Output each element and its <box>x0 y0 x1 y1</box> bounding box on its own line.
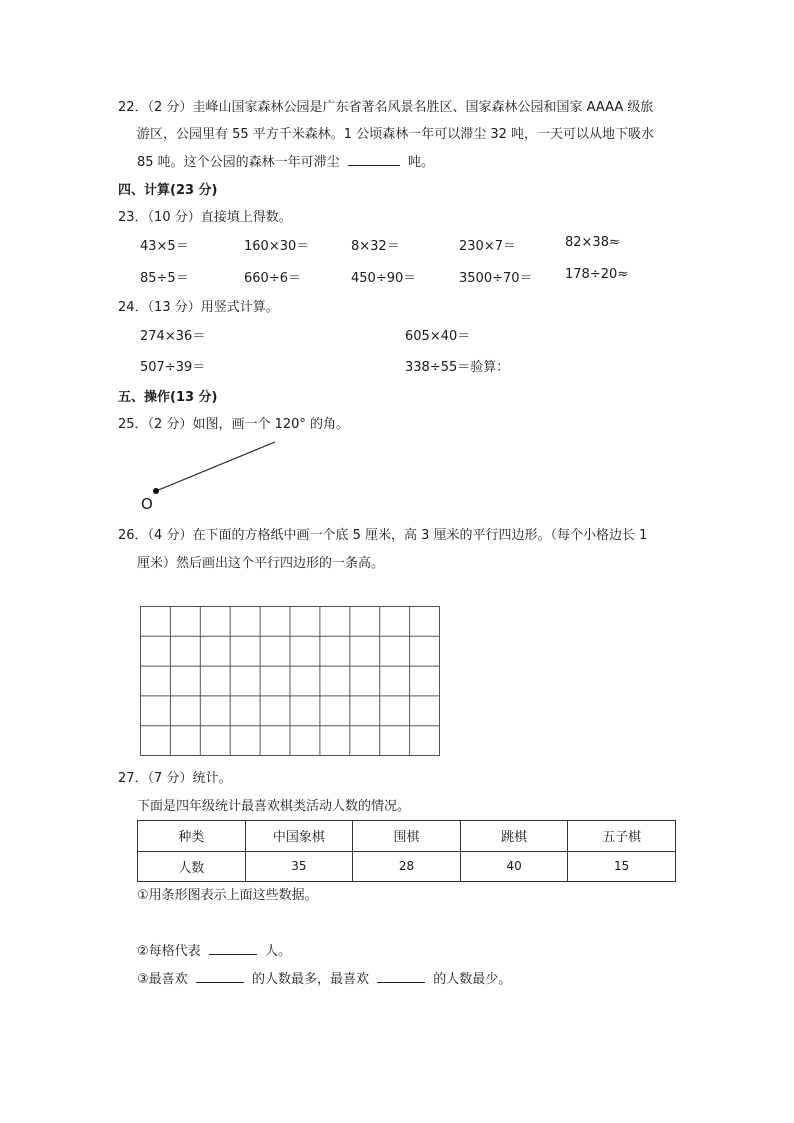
q23-r1-c4: 230×7＝ <box>459 239 516 254</box>
q25-prompt: 25．（2 分）如图，画一个 120° 的角。 <box>118 417 350 432</box>
q23-r1-c2: 160×30＝ <box>244 239 310 254</box>
q27-sub2-blank[interactable] <box>209 941 257 955</box>
q22-line3-text: 85 吨。这个公园的森林一年可滞尘 <box>137 155 340 170</box>
q25-ray <box>156 442 275 491</box>
q23-r2-c1: 85÷5＝ <box>140 271 189 286</box>
table-cell: 五子棋 <box>568 821 676 852</box>
q25-angle-ray-figure[interactable] <box>135 438 285 518</box>
q27-sub3-text: ③最喜欢 <box>137 972 188 987</box>
q26-line2: 厘米）然后画出这个平行四边形的一条高。 <box>137 556 385 571</box>
table-header-row <box>138 821 676 852</box>
q24-item4: 338÷55＝验算： <box>405 360 510 375</box>
table-cell: 中国象棋 <box>245 821 353 852</box>
q23-r2-c5: 178÷20≈ <box>565 267 629 282</box>
table-row <box>138 851 676 882</box>
q27-sub3 <box>137 968 511 987</box>
section4-title: 四、计算(23 分) <box>118 183 218 198</box>
q27-sub3-blank-least[interactable] <box>377 969 425 983</box>
q22-answer-blank[interactable] <box>348 152 400 166</box>
q24-prompt: 24．（13 分）用竖式计算。 <box>118 300 279 315</box>
q23-r2-c4: 3500÷70＝ <box>459 271 533 286</box>
q26-line1: 26．（4 分）在下面的方格纸中画一个底 5 厘米，高 3 厘米的平行四边形。（每个小格边长 1 <box>118 528 648 543</box>
q23-r2-c3: 450÷90＝ <box>351 271 417 286</box>
q27-sub2-end: 人。 <box>264 944 291 959</box>
q26-grid-svg <box>140 606 440 756</box>
q27-intro: 下面是四年级统计最喜欢棋类活动人数的情况。 <box>137 799 411 814</box>
table-cell: 15 <box>568 851 676 882</box>
q23-prompt: 23．（10 分）直接填上得数。 <box>118 210 292 225</box>
section5-title: 五、操作(13 分) <box>118 390 218 405</box>
q25-vertex-label: O <box>141 495 153 513</box>
q27-sub2 <box>137 940 291 959</box>
q27-sub3-end: 的人数最少。 <box>433 972 512 987</box>
q23-r2-c2: 660÷6＝ <box>244 271 301 286</box>
q22-line3 <box>137 151 434 170</box>
table-cell: 35 <box>245 851 353 882</box>
q23-r1-c1: 43×5＝ <box>140 239 189 254</box>
table-cell: 40 <box>460 851 568 882</box>
q26-grid-paper[interactable] <box>140 606 440 756</box>
table-cell: 跳棋 <box>460 821 568 852</box>
q24-item2: 605×40＝ <box>405 329 471 344</box>
q27-sub3-blank-most[interactable] <box>196 969 244 983</box>
q22-line1: 22．（2 分）圭峰山国家森林公园是广东省著名风景名胜区、国家森林公园和国家 AAAA 级旅 <box>118 100 654 115</box>
q22-line3-end: 吨。 <box>407 155 434 170</box>
q23-r1-c5: 82×38≈ <box>565 235 620 250</box>
q27-stats-table <box>137 820 676 882</box>
q23-r1-c3: 8×32＝ <box>351 239 400 254</box>
table-cell: 围棋 <box>353 821 461 852</box>
q27-sub1: ①用条形图表示上面这些数据。 <box>137 888 318 903</box>
q24-item3: 507÷39＝ <box>140 360 206 375</box>
table-cell: 种类 <box>138 821 246 852</box>
q25-vertex-point <box>153 488 159 494</box>
q24-item1: 274×36＝ <box>140 329 206 344</box>
q22-line2: 游区，公园里有 55 平方千米森林。1 公顷森林一年可以滞尘 32 吨，一天可以从地下吸水 <box>137 127 655 142</box>
table-cell: 人数 <box>138 851 246 882</box>
q27-prompt: 27．（7 分）统计。 <box>118 771 232 786</box>
q27-sub2-text: ②每格代表 <box>137 944 201 959</box>
table-cell: 28 <box>353 851 461 882</box>
q27-sub3-mid: 的人数最多，最喜欢 <box>251 972 369 987</box>
